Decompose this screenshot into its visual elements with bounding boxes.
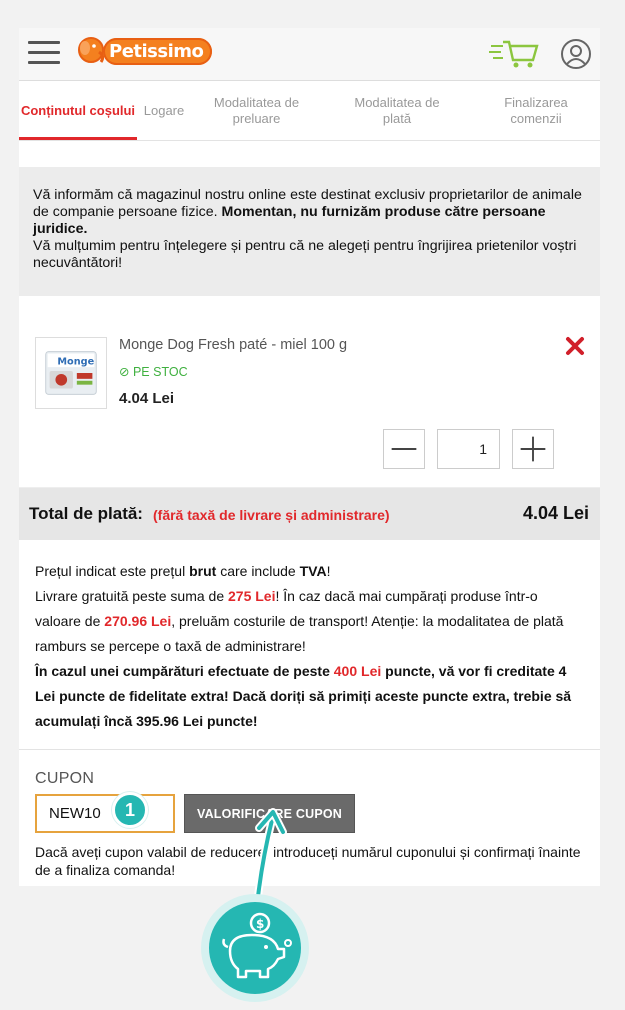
price-info: Prețul indicat este prețul brut care include TVA! Livrare gratuită peste suma de 275 Lei! În caz dacă mai cumpărați produse într-o valoare de 270.96 Lei, preluăm costurile de transport! Atenție: la modalitatea de plată ramburs se percepe o taxă de administrare! În cazul unei cumpărături efectuate de peste 400 Lei puncte, vă vor fi creditate 4 Lei puncte de fidelitate extra! Dacă doriți să primiți aceste puncte extra, trebie să acumulați încă 395.96 Lei puncte!: [19, 540, 600, 750]
step-finalize-order[interactable]: Finalizarea comenzii: [504, 94, 568, 126]
product-price: 4.04 Lei: [119, 390, 175, 407]
coupon-input[interactable]: [35, 794, 175, 833]
step-number-badge: 1: [112, 792, 148, 828]
total-value: 4.04 Lei: [522, 503, 589, 523]
remove-item-icon[interactable]: [565, 336, 585, 356]
plus-icon: [513, 430, 553, 468]
svg-text:Monge: Monge: [57, 356, 95, 368]
product-name[interactable]: Monge Dog Fresh paté - miel 100 g: [119, 337, 348, 353]
total-label: Total de plată:: [29, 504, 143, 523]
total-bar: [19, 488, 600, 540]
user-icon[interactable]: [560, 38, 592, 70]
quantity-increase-button[interactable]: [512, 429, 554, 469]
stock-status: ⊘ PE STOC: [119, 365, 188, 379]
step-login[interactable]: Logare: [143, 102, 185, 118]
coupon-title: CUPON: [35, 770, 95, 787]
check-circle-icon: ⊘: [119, 365, 130, 379]
quantity-input[interactable]: [437, 429, 500, 469]
step-delivery-method[interactable]: Modalitatea de preluare: [213, 94, 300, 126]
coupon-help-text: Dacă aveți cupon valabil de reducere, introduceți numărul cuponului și confirmați înainte de a finaliza comanda!: [35, 844, 581, 878]
minus-icon: [384, 430, 424, 468]
quantity-decrease-button[interactable]: [383, 429, 425, 469]
step-payment-method[interactable]: Modalitatea de plată: [354, 94, 440, 126]
product-thumbnail[interactable]: [35, 337, 107, 409]
cart-icon[interactable]: [489, 38, 541, 70]
cart-page: [19, 28, 600, 886]
apply-coupon-button[interactable]: VALORIFICARE CUPON: [184, 794, 355, 833]
hamburger-menu-icon[interactable]: [28, 41, 60, 65]
logo-text: Petissimo: [103, 38, 212, 65]
step-cart-content[interactable]: Conținutul coșului: [20, 102, 136, 118]
total-note: (fără taxă de livrare și administrare): [153, 507, 390, 523]
svg-text:$: $: [256, 917, 265, 931]
piggy-bank-icon: [200, 893, 310, 1003]
coupon-section: [19, 750, 600, 886]
product-image: [36, 338, 106, 408]
checkout-steps: [19, 81, 600, 141]
active-step-underline: [19, 137, 137, 140]
info-notice: Vă informăm că magazinul nostru online este destinat exclusiv proprietarilor de animale de companie persoane fizice. Momentan, nu furnizăm produse către persoane juridice. Vă mulțumim pentru înțelegere și pentru că ne alegeți pentru îngrijirea prietenilor voștri necuvântători!: [19, 167, 600, 296]
cart-item: [19, 296, 600, 488]
petissimo-logo[interactable]: [77, 36, 212, 66]
top-header: [19, 28, 600, 81]
